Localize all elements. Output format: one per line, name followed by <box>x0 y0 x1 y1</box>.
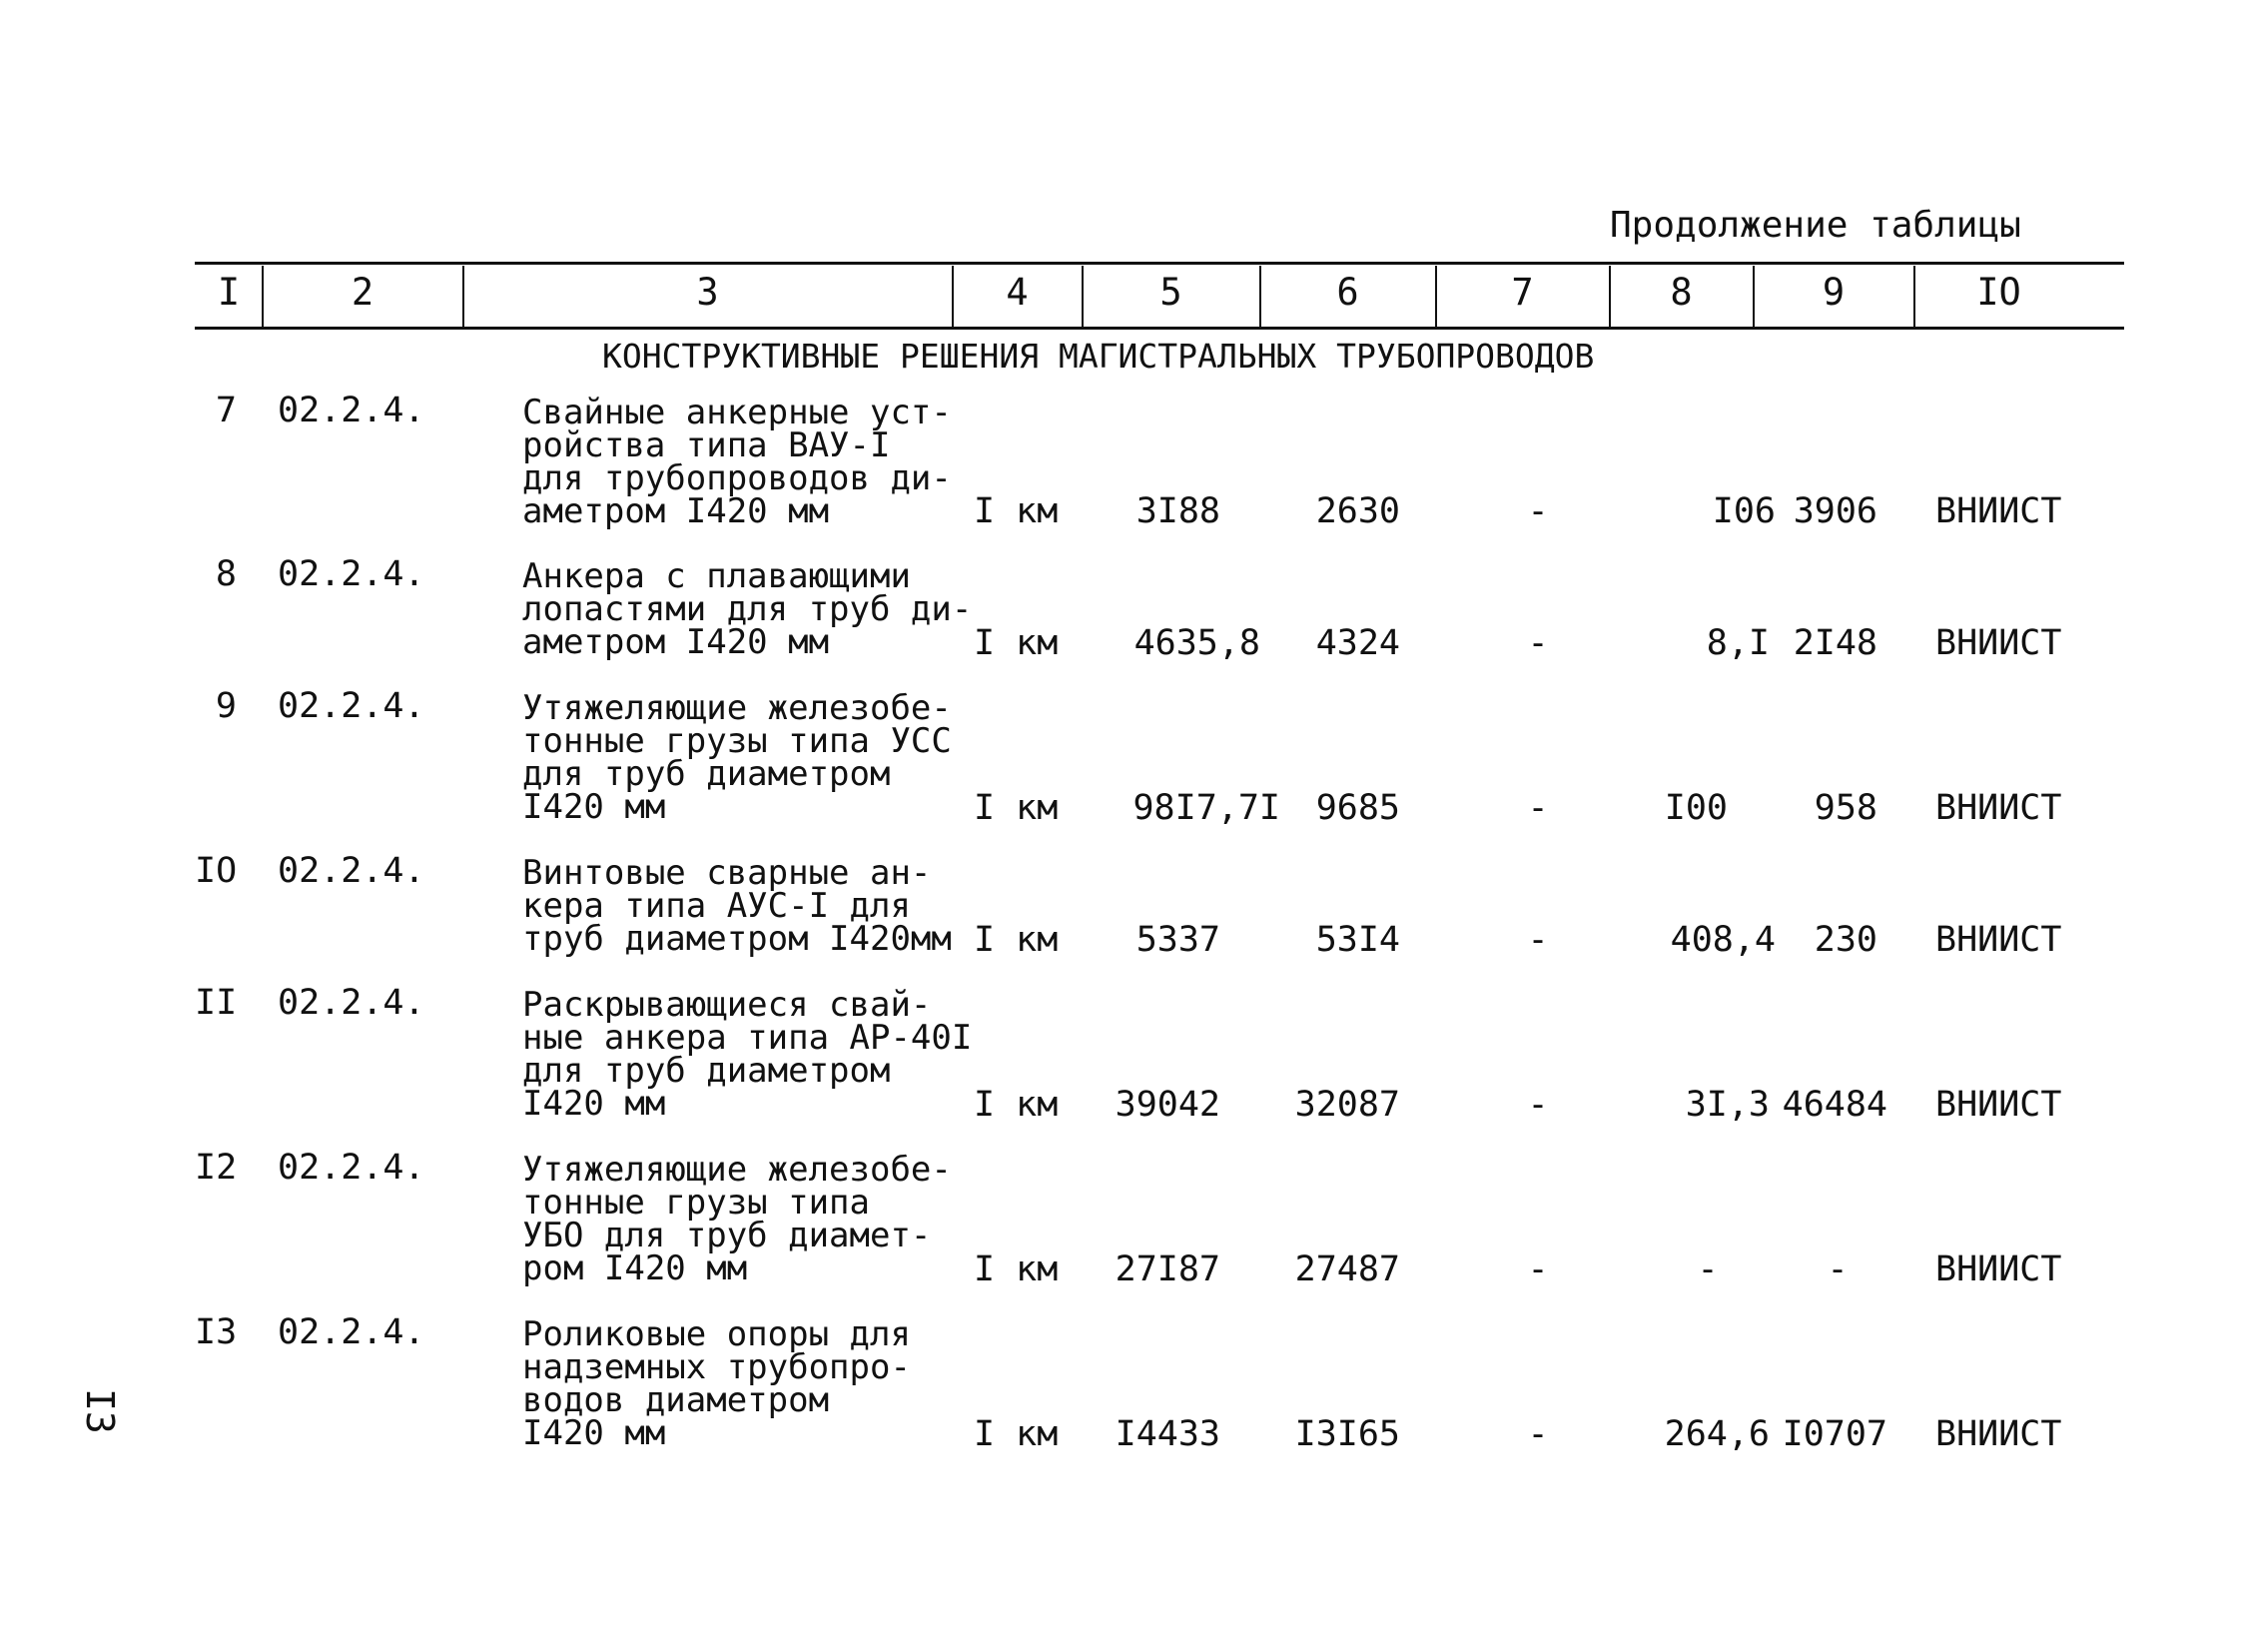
row-col8: 408,4 <box>1670 920 1776 960</box>
row-col5: I4433 <box>1115 1414 1220 1454</box>
row-number: I3 <box>195 1312 238 1352</box>
row-col9: 958 <box>1814 788 1877 828</box>
col-separator <box>952 266 954 328</box>
row-number: 7 <box>215 391 237 430</box>
column-number: 7 <box>1511 271 1534 314</box>
header-top-rule <box>195 262 2124 265</box>
row-unit: I км <box>974 1249 1059 1289</box>
row-col6: 9685 <box>1315 788 1400 828</box>
row-col9: 3906 <box>1793 491 1877 531</box>
row-col5: 39042 <box>1115 1085 1220 1125</box>
row-description: Роликовые опоры для надземных трубопро- водов диаметром I420 мм <box>522 1314 911 1453</box>
row-col8: 3I,3 <box>1685 1085 1770 1125</box>
column-number: 3 <box>696 271 719 314</box>
row-code: 02.2.4. <box>278 1312 425 1352</box>
col-separator <box>1259 266 1261 328</box>
column-number: 4 <box>1006 271 1029 314</box>
row-col7: - <box>1527 623 1549 663</box>
row-col8: - <box>1697 1249 1719 1289</box>
row-col6: 4324 <box>1315 623 1400 663</box>
page-number: I3 <box>78 1388 122 1434</box>
row-col8: 8,I <box>1706 623 1770 663</box>
row-col10: ВНИИСТ <box>1935 920 2062 960</box>
header-bottom-rule <box>195 327 2124 330</box>
row-col10: ВНИИСТ <box>1935 1249 2062 1289</box>
col-separator <box>1753 266 1755 328</box>
row-code: 02.2.4. <box>278 686 425 726</box>
row-unit: I км <box>974 788 1059 828</box>
col-separator <box>1435 266 1437 328</box>
row-col6: 53I4 <box>1315 920 1400 960</box>
row-col5: 98I7,7I <box>1132 788 1280 828</box>
row-col6: 27487 <box>1294 1249 1400 1289</box>
column-number: 8 <box>1670 271 1693 314</box>
col-separator <box>1082 266 1084 328</box>
column-number: 2 <box>351 271 374 314</box>
row-col8: I00 <box>1664 788 1728 828</box>
row-number: 8 <box>215 554 237 594</box>
row-col8: 264,6 <box>1664 1414 1770 1454</box>
row-col9: 230 <box>1814 920 1877 960</box>
row-number: II <box>195 983 238 1023</box>
row-col7: - <box>1527 788 1549 828</box>
row-description: Анкера с плавающими лопастями для труб ди- аметром I420 мм <box>522 556 973 662</box>
col-separator <box>1913 266 1915 328</box>
row-unit: I км <box>974 491 1059 531</box>
row-col9: 2I48 <box>1793 623 1877 663</box>
col-separator <box>1609 266 1611 328</box>
row-col5: 5337 <box>1135 920 1220 960</box>
row-col9: - <box>1827 1249 1849 1289</box>
row-unit: I км <box>974 623 1059 663</box>
section-title: КОНСТРУКТИВНЫЕ РЕШЕНИЯ МАГИСТРАЛЬНЫХ ТРУБОПРОВОДОВ <box>602 337 1595 376</box>
row-code: 02.2.4. <box>278 554 425 594</box>
row-col7: - <box>1527 1085 1549 1125</box>
row-col9: 46484 <box>1782 1085 1887 1125</box>
row-col8: I06 <box>1712 491 1776 531</box>
row-col10: ВНИИСТ <box>1935 1085 2062 1125</box>
row-number: IO <box>195 851 238 891</box>
row-col10: ВНИИСТ <box>1935 788 2062 828</box>
row-description: Свайные анкерные уст- ройства типа ВАУ-I для трубопроводов ди- аметром I420 мм <box>522 393 952 531</box>
row-col6: I3I65 <box>1294 1414 1400 1454</box>
row-col7: - <box>1527 1414 1549 1454</box>
col-separator <box>262 266 264 328</box>
row-description: Раскрывающиеся свай- ные анкера типа АР-40I для труб диаметром I420 мм <box>522 985 973 1124</box>
row-col6: 2630 <box>1315 491 1400 531</box>
column-number: I <box>217 271 241 314</box>
col-separator <box>462 266 464 328</box>
row-code: 02.2.4. <box>278 851 425 891</box>
row-col5: 4635,8 <box>1133 623 1260 663</box>
column-number: 5 <box>1159 271 1182 314</box>
row-unit: I км <box>974 1085 1059 1125</box>
row-col5: 3I88 <box>1135 491 1220 531</box>
row-code: 02.2.4. <box>278 1148 425 1188</box>
row-code: 02.2.4. <box>278 983 425 1023</box>
row-col10: ВНИИСТ <box>1935 491 2062 531</box>
column-number: IO <box>1976 271 2021 314</box>
column-number: 9 <box>1822 271 1846 314</box>
row-col9: I0707 <box>1782 1414 1887 1454</box>
row-col5: 27I87 <box>1115 1249 1220 1289</box>
row-unit: I км <box>974 920 1059 960</box>
column-number: 6 <box>1336 271 1359 314</box>
row-description: Утяжеляющие железобе- тонные грузы типа УБО для труб диамет- ром I420 мм <box>522 1150 952 1288</box>
row-col7: - <box>1527 491 1549 531</box>
row-unit: I км <box>974 1414 1059 1454</box>
continuation-label: Продолжение таблицы <box>1610 205 2021 246</box>
row-col7: - <box>1527 920 1549 960</box>
row-code: 02.2.4. <box>278 391 425 430</box>
row-col10: ВНИИСТ <box>1935 1414 2062 1454</box>
row-col6: 32087 <box>1294 1085 1400 1125</box>
row-col7: - <box>1527 1249 1549 1289</box>
row-description: Утяжеляющие железобе- тонные грузы типа УСС для труб диаметром I420 мм <box>522 688 952 827</box>
row-description: Винтовые сварные ан- кера типа АУС-I для труб диаметром I420мм <box>522 853 952 959</box>
row-number: I2 <box>195 1148 238 1188</box>
row-col10: ВНИИСТ <box>1935 623 2062 663</box>
row-number: 9 <box>215 686 237 726</box>
